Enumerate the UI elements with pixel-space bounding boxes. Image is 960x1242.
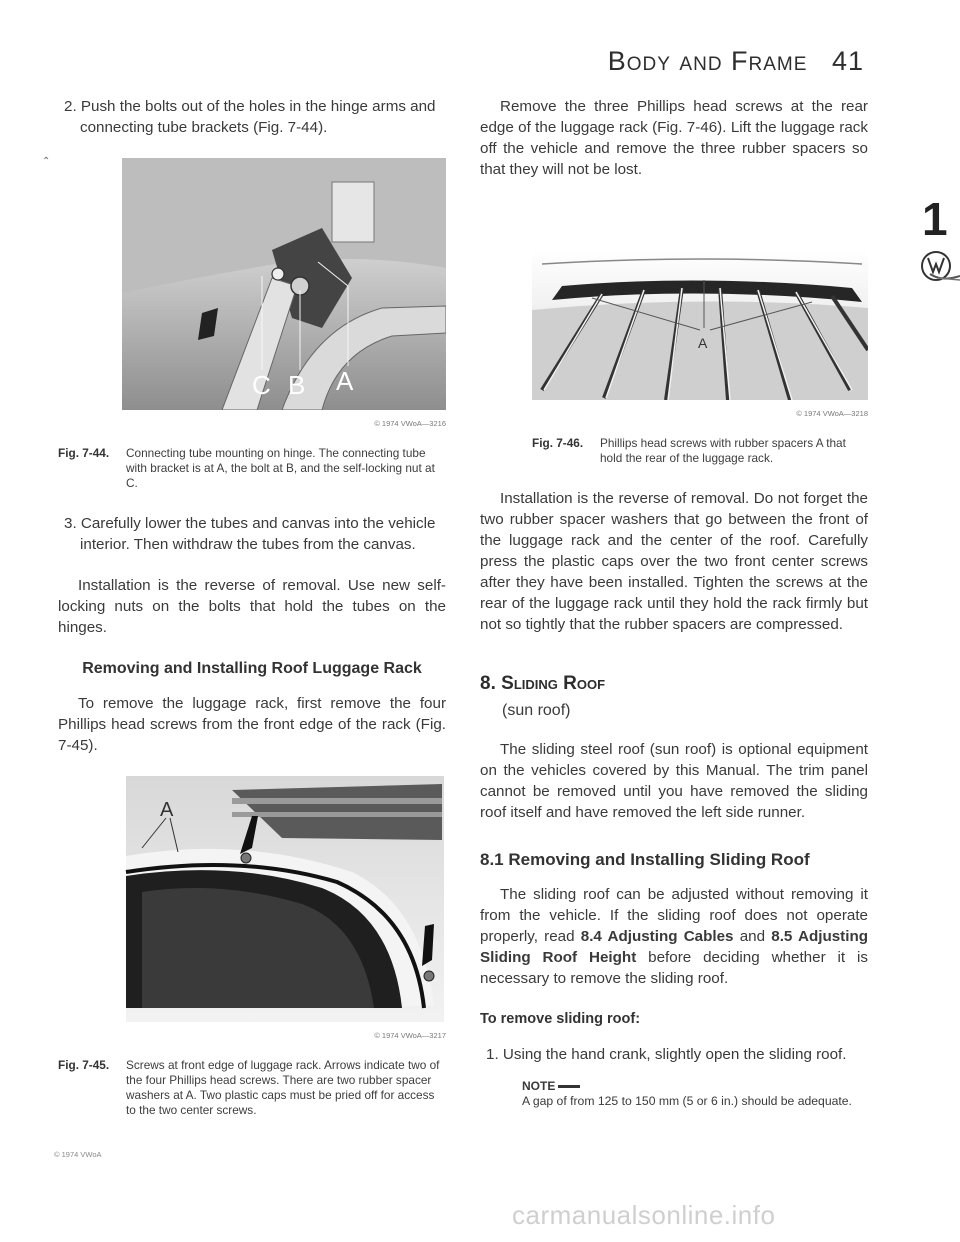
paragraph-install-tubes: Installation is the reverse of removal. Use new self-locking nuts on the bolts that hold the tubes on the hinges. [58, 577, 446, 636]
label-c: C [252, 370, 271, 400]
right-column [480, 96, 868, 1109]
section-number: 8. [480, 673, 496, 694]
step-2: 2. Push the bolts out of the holes in the hinge arms and connecting tube brackets (Fig. 7-44). [64, 98, 436, 136]
caption-label: Fig. 7-45. [58, 1058, 110, 1072]
figure-7-44 [122, 158, 446, 434]
figure-7-45 [122, 776, 446, 1046]
paragraph-remove-rack: To remove the luggage rack, first remove the four Phillips head screws from the front edge of the rack (Fig. 7-45). [58, 695, 446, 754]
figure-7-46 [532, 250, 868, 424]
caption-fig-7-45 [58, 1058, 446, 1118]
procedure-heading: To remove sliding roof: [480, 1011, 641, 1027]
vw-logo-icon [920, 248, 960, 288]
text-part: The sliding roof can be adjusted without removing it from the vehicle. If the sliding roof does not operate properly, read [480, 886, 868, 945]
chapter-tab-number: 1 [922, 193, 948, 245]
heading-luggage-rack: Removing and Installing Roof Luggage Rack [82, 660, 422, 677]
step-1: 1. Using the hand crank, slightly open the sliding roof. [486, 1046, 847, 1063]
paragraph-install-rack: Installation is the reverse of removal. Do not forget the two rubber spacer washers that go between the front of the luggage rack and the center of the roof. Carefully press the plastic caps over the two front center screws after they have been installed. Tighten the screws at the rear of the luggage rack until they hold the rack firmly but not so tightly that the rubber spacers are compressed. [480, 490, 868, 633]
cross-reference-cables: 8.4 Adjusting Cables [580, 928, 734, 945]
section-heading-sliding-roof [480, 673, 868, 694]
note-block [522, 1079, 868, 1109]
page-title: Body and Frame [607, 46, 808, 76]
photo-credit: © 1974 VWoA—3216 [374, 419, 446, 428]
photo-credit: © 1974 VWoA—3218 [796, 409, 868, 418]
caption-fig-7-46 [532, 436, 868, 466]
left-column [58, 96, 446, 1140]
step-3: 3. Carefully lower the tubes and canvas into the vehicle interior. Then withdraw the tubes from the canvas. [64, 515, 436, 553]
caption-text: Screws at front edge of luggage rack. Arrows indicate two of the four Phillips head screws. There are two rubber spacer washers at A. Two plastic caps must be pried off for access to the two center screws. [126, 1058, 440, 1117]
photo-credit: © 1974 VWoA—3217 [374, 1031, 446, 1040]
text-part: and [733, 928, 772, 945]
rack-rear-illustration [532, 250, 868, 400]
label-a: A [336, 366, 354, 396]
note-text: A gap of from 125 to 150 mm (5 or 6 in.) should be adequate. [522, 1094, 852, 1108]
subsection-heading: 8.1 Removing and Installing Sliding Roof [480, 850, 810, 869]
caption-label: Fig. 7-44. [58, 446, 110, 460]
label-b: B [288, 370, 306, 400]
paragraph-sliding-roof: The sliding steel roof (sun roof) is optional equipment on the vehicles covered by this Manual. The trim panel cannot be removed until you have removed the sliding roof itself and have removed the left side runner. [480, 741, 868, 821]
text-part: before deciding whether it is necessary to remove the sliding roof. [480, 949, 868, 987]
scan-mark: ⌃ [42, 156, 51, 167]
paragraph-adjust [480, 884, 868, 989]
caption-text: Phillips head screws with rubber spacers A that hold the rear of the luggage rack. [600, 436, 846, 465]
rack-front-illustration [122, 776, 446, 1022]
caption-fig-7-44 [58, 446, 446, 491]
footer-credit: © 1974 VWoA [54, 1150, 102, 1159]
photo-hinge-tube [122, 158, 446, 410]
page-header [608, 46, 864, 77]
photo-luggage-rack-rear [532, 250, 868, 400]
watermark: carmanualsonline.info [512, 1200, 776, 1230]
hinge-illustration [122, 158, 446, 410]
cross-reference-height: 8.5 Adjusting Sliding Roof Height [480, 928, 869, 966]
section-title: Sliding Roof [501, 673, 606, 694]
photo-luggage-rack-front [122, 776, 446, 1022]
caption-text: Connecting tube mounting on hinge. The connecting tube with bracket is at A, the bolt at B, and the self-locking nut at C. [126, 446, 435, 490]
label-a: A [160, 799, 174, 821]
note-label: NOTE [522, 1079, 580, 1094]
caption-label: Fig. 7-46. [532, 436, 584, 450]
section-subtitle: (sun roof) [502, 702, 571, 719]
page-number: 41 [831, 46, 864, 76]
label-a: A [698, 335, 708, 351]
paragraph-remove-rear-screws: Remove the three Phillips head screws at the rear edge of the luggage rack (Fig. 7-46). Lift the luggage rack off the vehicle and remove the three rubber spacers so that they will not be lost. [480, 98, 868, 178]
